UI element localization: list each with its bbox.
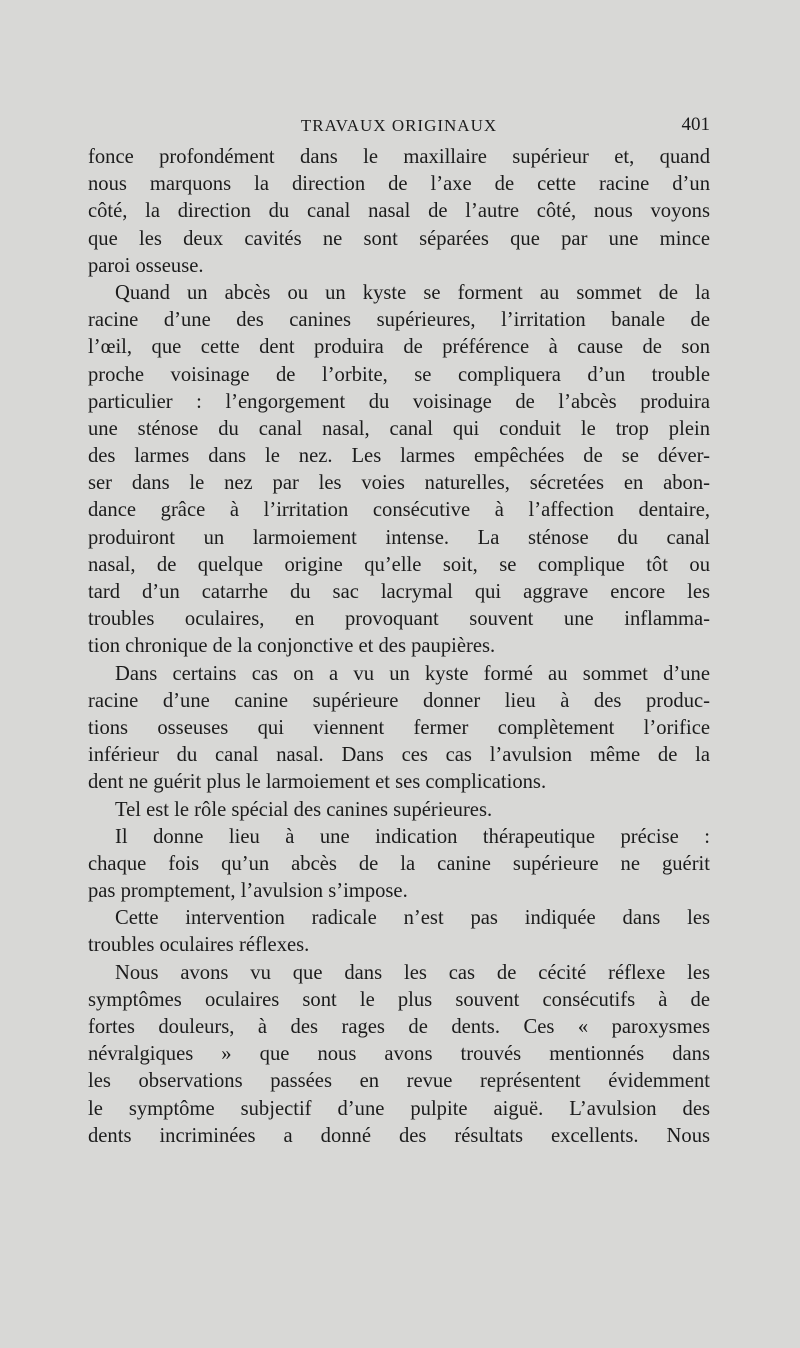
running-head	[88, 112, 710, 138]
text-line: Il donne lieu à une indication thérapeutique précise :	[115, 825, 710, 848]
text-line: les observations passées en revue représentent évidemment	[88, 1070, 710, 1093]
text-line: ser dans le nez par les voies naturelles, sécretées en abon-	[88, 472, 710, 495]
text-line: proche voisinage de l’orbite, se compliquera d’un trouble	[88, 363, 710, 386]
text-line: Cette intervention radicale n’est pas indiquée dans les	[115, 907, 710, 930]
text-line: Tel est le rôle spécial des canines supérieures.	[115, 798, 493, 821]
running-title: TRAVAUX ORIGINAUX	[300, 116, 498, 135]
text-line: dent ne guérit plus le larmoiement et ses complications.	[88, 771, 547, 794]
text-line: que les deux cavités ne sont séparées que par une mince	[88, 227, 710, 250]
text-line: des larmes dans le nez. Les larmes empêchées de se déver-	[88, 445, 710, 468]
text-line: côté, la direction du canal nasal de l’autre côté, nous voyons	[88, 200, 710, 223]
paragraph	[88, 905, 710, 959]
text-line: le symptôme subjectif d’une pulpite aiguë. L’avulsion des	[88, 1097, 710, 1120]
text-line: nous marquons la direction de l’axe de cette racine d’un	[88, 173, 710, 196]
text-line: fortes douleurs, à des rages de dents. Ces « paroxysmes	[88, 1016, 710, 1038]
text-line: produiront un larmoiement intense. La sténose du canal	[88, 526, 710, 549]
text-line: racine d’une canine supérieure donner lieu à des produc-	[88, 689, 710, 712]
text-line: nasal, de quelque origine qu’elle soit, se complique tôt ou	[88, 553, 710, 576]
paragraph	[88, 797, 710, 824]
text-line: dents incriminées a donné des résultats excellents. Nous	[88, 1124, 710, 1147]
text-line: tion chronique de la conjonctive et des paupières.	[88, 635, 496, 658]
paragraph	[88, 280, 710, 661]
text-line: Nous avons vu que dans les cas de cécité réflexe les	[115, 961, 710, 984]
text-line: névralgiques » que nous avons trouvés mentionnés dans	[88, 1043, 710, 1066]
text-line: Quand un abcès ou un kyste se forment au sommet de la	[115, 281, 710, 304]
text-line: tions osseuses qui viennent fermer complètement l’orifice	[88, 716, 710, 739]
paragraph	[88, 144, 710, 280]
text-line: chaque fois qu’un abcès de la canine supérieure ne guérit	[88, 852, 710, 875]
text-line: une sténose du canal nasal, canal qui conduit le trop plein	[88, 417, 710, 440]
text-line: tard d’un catarrhe du sac lacrymal qui aggrave encore les	[88, 581, 710, 603]
paragraph	[88, 960, 710, 1150]
page-number: 401	[681, 114, 710, 135]
text-line: symptômes oculaires sont le plus souvent consécutifs à de	[88, 988, 710, 1011]
paragraph	[88, 824, 710, 906]
body-text	[88, 144, 710, 1150]
text-line: fonce profondément dans le maxillaire supérieur et, quand	[88, 146, 710, 168]
text-line: paroi osseuse.	[88, 254, 204, 277]
text-line: racine d’une des canines supérieures, l’irritation banale de	[88, 309, 710, 332]
text-line: particulier : l’engorgement du voisinage de l’abcès produira	[88, 390, 710, 413]
text-line: troubles oculaires, en provoquant souvent une inflamma-	[88, 608, 710, 631]
text-line: inférieur du canal nasal. Dans ces cas l’avulsion même de la	[88, 744, 710, 767]
text-line: l’œil, que cette dent produira de préférence à cause de son	[88, 336, 710, 359]
text-line: troubles oculaires réflexes.	[88, 934, 310, 957]
text-line: dance grâce à l’irritation consécutive à l’affection dentaire,	[88, 499, 710, 522]
text-line: Dans certains cas on a vu un kyste formé au sommet d’une	[115, 662, 710, 685]
text-line: pas promptement, l’avulsion s’impose.	[88, 880, 408, 903]
paragraph	[88, 661, 710, 797]
